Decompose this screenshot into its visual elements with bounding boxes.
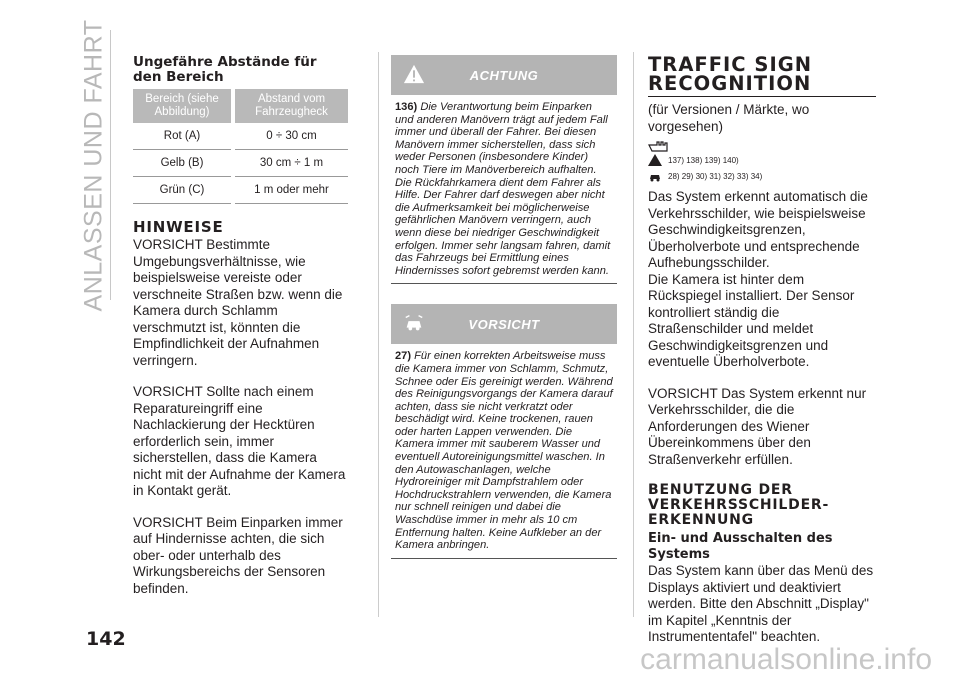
benutzung-subheading: Ein- und Ausschalten des Systems xyxy=(648,531,833,562)
watermark: carmanualsonline.info xyxy=(640,643,932,676)
caution-refs: 28) 29) 30) 31) 32) 33) 34) xyxy=(668,172,763,181)
table-header-area: Bereich (siehe Abbildung) xyxy=(133,89,233,123)
small-car-icon xyxy=(648,170,662,182)
table-cell-area: Rot (A) xyxy=(133,123,233,150)
benutzung-text: Das System kann über das Menü des Displays aktiviert und deaktiviert werden. Bitte den Abschnitt „Display" im Kapitel „Kenntnis der Instrumententafel" beachten. xyxy=(648,563,874,644)
achtung-text xyxy=(391,95,617,283)
column-divider xyxy=(378,52,379,617)
distance-table xyxy=(133,89,348,204)
side-divider xyxy=(110,30,111,300)
hand-pointer-icon xyxy=(648,139,670,153)
vorsicht-box xyxy=(391,304,617,559)
hinweise-heading: HINWEISE xyxy=(133,218,224,236)
achtung-content: Die Verantwortung beim Einparken und anderen Manövern trägt auf jedem Fall immer und überall der Fahrer. Bei diesen Manövern immer sicherstellen, dass sich weder Personen (insbesondere Kinder) noch Tiere im Manöverbereich aufhalten. Die Rückfahrkamera dient dem Fahrer als Hilfe. Der Fahrer darf deswegen aber nicht die Aufmerksamkeit bei möglicherweise gefährlichen Manövern verringern, auch wenn diese bei niedriger Geschwindigkeit erfolgen. Immer sehr langsam fahren, damit das Fahrzeugs bei Ermittlung eines Hindernisses sofort gebremst werden kann. xyxy=(395,101,611,277)
table-cell-distance: 1 m oder mehr xyxy=(233,177,348,204)
tsr-heading: TRAFFIC SIGN RECOGNITION xyxy=(648,55,876,97)
hinweise-paragraph: VORSICHT Sollte nach einem Reparatureingriff eine Nachlackierung der Hecktüren erforderlich sein, immer sicherstellen, dass die Kamera nicht mit der Aufnahme der Kamera in Kontakt gerät. xyxy=(133,384,346,498)
hinweise-paragraph: VORSICHT Bestimmte Umgebungsverhältnisse, wie beispielsweise vereiste oder verschneite Straßen bzw. wenn die Kamera durch Schlamm verschmutzt ist, könnten die Empfindlichkeit der Aufnahmen verringern. xyxy=(133,237,343,368)
vorsicht-text xyxy=(391,344,617,558)
column-divider xyxy=(633,52,634,617)
hinweise-body xyxy=(133,237,348,597)
chapter-side-tab xyxy=(78,19,110,311)
vorsicht-label: VORSICHT xyxy=(468,316,540,332)
table-cell-distance: 30 cm ÷ 1 m xyxy=(233,150,348,177)
achtung-box xyxy=(391,55,617,284)
table-row xyxy=(133,177,348,204)
caution-refs-row xyxy=(648,169,876,185)
tsr-paragraph: VORSICHT Das System erkennt nur Verkehrsschilder, die die Anforderungen des Wiener Übereinkommens über den Straßenverkehr erfüllen. xyxy=(648,385,867,467)
benutzung-heading: BENUTZUNG DER VERKEHRSSCHILDER-ERKENNUNG xyxy=(648,482,830,528)
table-cell-area: Grün (C) xyxy=(133,177,233,204)
vorsicht-header xyxy=(391,304,617,344)
tsr-body xyxy=(648,189,876,468)
vorsicht-content: Für einen korrekten Arbeitsweise muss die Kamera immer von Schlamm, Schmutz, Schnee oder Eis gereinigt werden. Während des Reinigungsvorgangs der Kamera darauf achten, dass sie nicht verkratzt oder beschädigt wird. Keine trockenen, rauen oder harten Lappen verwenden. Die Kamera immer mit sauberem Wasser und eventuell Autoreinigungsmittel waschen. In den Autowaschanlagen, welche Hydroreiniger mit Dampfstrahlem oder Hochdruckstrahlern verwenden, die Kamera nur schnell reinigen und dabei die Waschdüse immer in mehr als 10 cm Entfernung halten. Keine Aufkleber an der Kamera anbringen. xyxy=(395,350,613,552)
chapter-title: ANLASSEN UND FAHRT xyxy=(79,19,108,311)
warning-refs: 137) 138) 139) 140) xyxy=(668,156,739,165)
tsr-versions: (für Versionen / Märkte, wo vorgesehen) xyxy=(648,102,810,134)
column-middle xyxy=(391,55,617,559)
column-left xyxy=(133,55,348,612)
achtung-label: ACHTUNG xyxy=(469,67,539,83)
page-number: 142 xyxy=(86,628,126,650)
table-cell-distance: 0 ÷ 30 cm xyxy=(233,123,348,150)
hinweise-paragraph: VORSICHT Beim Einparken immer auf Hindernisse achten, die sich ober- oder unterhalb des Wirkungsbereichs der Sensoren befinden. xyxy=(133,514,343,596)
car-caution-icon xyxy=(403,312,425,334)
achtung-header xyxy=(391,55,617,95)
table-row xyxy=(133,123,348,150)
warning-refs-row xyxy=(648,153,876,169)
tsr-paragraph: Die Kamera ist hinter dem Rückspiegel installiert. Der Sensor kontrolliert ständig die Straßenschilder und meldet Geschwindigkeitsgrenzen und eventuelle Überholverbote. xyxy=(648,271,855,369)
vorsicht-number: 27) xyxy=(395,350,412,363)
table-cell-area: Gelb (B) xyxy=(133,150,233,177)
tsr-paragraph: Das System erkennt automatisch die Verkehrsschilder, wie beispielsweise Geschwindigkeitsgrenzen, Überholverbote und entsprechende Aufhebungsschilder. xyxy=(648,189,868,270)
table-header-distance: Abstand vom Fahrzeugheck xyxy=(233,89,348,123)
small-warning-icon xyxy=(648,154,662,166)
table-title: Ungefähre Abstände für den Bereich xyxy=(133,54,317,85)
column-right xyxy=(648,55,876,646)
warning-triangle-icon xyxy=(403,63,425,85)
achtung-number: 136) xyxy=(395,101,418,113)
table-row xyxy=(133,150,348,177)
